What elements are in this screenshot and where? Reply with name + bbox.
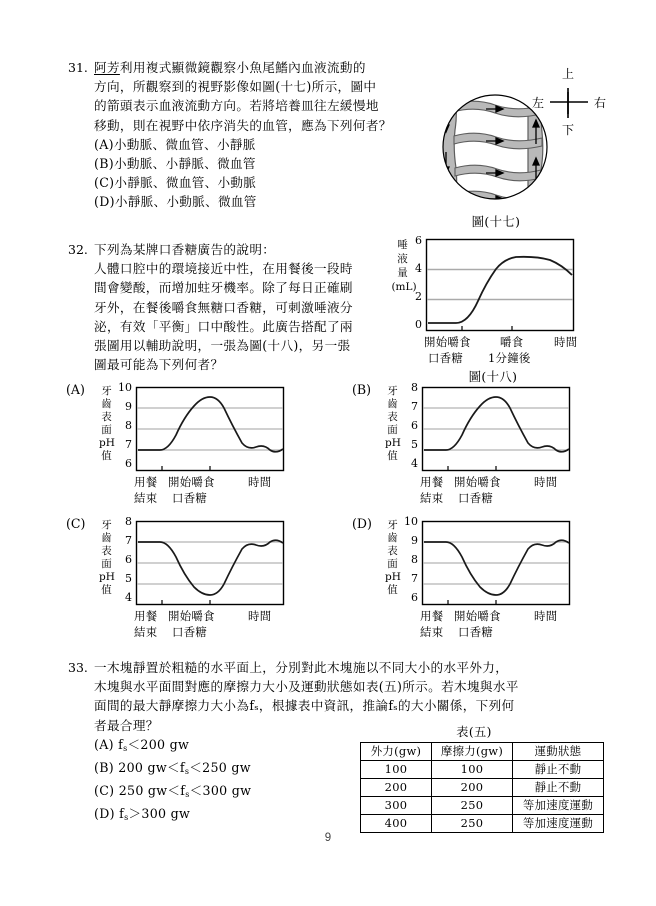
cell-friction: 250 [432, 797, 513, 815]
fig18-ylabel-1: 唾 [397, 239, 408, 251]
fig18-xlabel-1a: 開始嚼食 [424, 335, 471, 349]
underlined-name: 阿芳 [94, 60, 120, 75]
page-number: 9 [324, 832, 332, 844]
optC-plot [136, 521, 284, 605]
optB-ytick-6: 6 [411, 419, 418, 432]
option-b-letter: (B) [352, 382, 372, 397]
question-33-stem-line-2: 木塊與水平面間對應的摩擦力大小及運動狀態如表(五)所示。若木塊與水平 [94, 679, 519, 695]
optD-xlabel-1a: 用餐 [420, 609, 444, 623]
question-31-option-c[interactable]: (C)小靜脈、微血管、小動脈 [94, 175, 257, 191]
optD-ylabel-6: 值 [387, 584, 398, 596]
question-31-option-b[interactable]: (B)小動脈、小靜脈、微血管 [94, 156, 256, 172]
optA-ytick-7: 7 [125, 438, 132, 451]
question-31 [68, 58, 398, 212]
table-row [361, 797, 604, 815]
fig18-xlabel-2b: 1分鐘後 [488, 351, 531, 365]
figure-17-drawing [440, 52, 625, 227]
optA-ytick-8: 8 [125, 419, 132, 432]
question-32-stem-line-4: 牙外，在餐後嚼食無糖口香糖，可刺激唾液分 [94, 299, 353, 315]
question-31-body [94, 58, 392, 212]
optA-plot [136, 387, 284, 471]
option-c-letter: (C) [66, 516, 86, 531]
compass-right-label: 右 [593, 96, 607, 110]
option-chart-c[interactable] [66, 514, 366, 639]
question-33-number: 33. [68, 660, 88, 675]
figure-18-caption: 圖(十八) [468, 369, 518, 384]
fig18-xlabel-time: 時間 [554, 335, 578, 349]
option-a-letter: (A) [66, 382, 85, 397]
question-31-stem-line-1 [94, 58, 392, 77]
fig18-xlabel-2a: 嚼食 [500, 335, 524, 349]
optC-curve [138, 540, 283, 595]
optB-ylabel-4: 面 [387, 424, 398, 436]
arteriole-left [438, 92, 457, 204]
optD-ytick-8: 8 [411, 553, 418, 566]
optD-ytick-7: 7 [411, 572, 418, 585]
optB-ytick-4: 4 [411, 457, 418, 470]
question-33-stem-line-3: 面間的最大靜摩擦力大小為fₛ，根據表中資訊，推論fₛ的大小關係，下列何 [94, 698, 515, 714]
cell-friction: 250 [432, 815, 513, 833]
optB-xlabel-2b: 口香糖 [458, 491, 494, 505]
optD-ylabel-4: 面 [387, 558, 398, 570]
compass-left-label: 左 [531, 96, 545, 110]
optA-ylabel-6: 值 [101, 450, 112, 462]
optB-ylabel-2: 齒 [387, 398, 398, 410]
optB-ylabel-1: 牙 [387, 385, 398, 397]
table-5-caption: 表(五) [456, 725, 492, 739]
optC-ylabel-4: 面 [101, 558, 112, 570]
optB-ylabel-3: 表 [387, 411, 398, 423]
option-chart-a[interactable] [66, 380, 366, 505]
optC-ylabel-3: 表 [101, 545, 112, 557]
fig18-curve [428, 257, 572, 323]
optB-ylabel-5: pH [385, 437, 401, 449]
cell-state: 靜止不動 [513, 779, 604, 797]
option-chart-b[interactable] [352, 380, 652, 505]
question-32 [68, 240, 398, 374]
optD-curve [424, 540, 569, 595]
option-c-marker: (C) [94, 783, 115, 799]
table-row [361, 761, 604, 779]
option-d-subscript: s [124, 813, 129, 823]
optC-xlabel-1a: 用餐 [134, 609, 158, 623]
option-b-marker: (B) [94, 760, 114, 776]
optA-xlabel-time: 時間 [248, 475, 272, 489]
option-a-marker: (A) [94, 736, 114, 752]
cell-state: 等加速度運動 [513, 815, 604, 833]
stem-text: 利用複式顯微鏡觀察小魚尾鰭內血液流動的 [119, 60, 366, 75]
optC-ylabel-6: 值 [101, 584, 112, 596]
compass-down-label: 下 [561, 123, 575, 137]
option-d-letter: (D) [352, 516, 372, 531]
optD-ylabel-5: pH [385, 571, 401, 583]
optC-xlabel-1b: 結束 [134, 625, 158, 639]
figure-17-caption: 圖(十七) [471, 214, 521, 229]
optC-xlabel-2a: 開始嚼食 [168, 609, 215, 623]
optB-curve [424, 397, 569, 452]
optA-ytick-10: 10 [118, 381, 132, 394]
optA-xlabel-1a: 用餐 [134, 475, 158, 489]
optA-ylabel-2: 齒 [101, 398, 112, 410]
optA-curve [138, 397, 283, 452]
table-row [361, 779, 604, 797]
compass-rose [550, 88, 588, 118]
optC-xlabel-2b: 口香糖 [172, 625, 208, 639]
optB-xlabel-1b: 結束 [420, 491, 444, 505]
optD-ylabel-1: 牙 [387, 519, 398, 531]
question-33-stem-line-4: 者最合理？ [94, 717, 159, 733]
fig18-ytick-4: 4 [415, 262, 422, 275]
cell-friction: 100 [432, 761, 513, 779]
optD-plot [422, 521, 570, 605]
optA-xlabel-2b: 口香糖 [172, 491, 208, 505]
optB-plot [422, 387, 570, 471]
optA-ylabel-1: 牙 [101, 385, 112, 397]
table-5 [360, 742, 604, 833]
fig18-plot [426, 239, 574, 331]
optB-ytick-7: 7 [411, 400, 418, 413]
option-a-subscript: s [123, 743, 128, 753]
question-33-stem-line-1: 一木塊靜置於粗糙的水平面上，分別對此木塊施以不同大小的水平外力， [94, 660, 509, 675]
optD-xlabel-2a: 開始嚼食 [454, 609, 501, 623]
optA-xlabel-2a: 開始嚼食 [168, 475, 215, 489]
optB-ytick-5: 5 [411, 438, 418, 451]
vessel-network [438, 92, 544, 207]
optA-xlabel-1b: 結束 [134, 491, 158, 505]
optB-ylabel-6: 值 [387, 450, 398, 462]
optD-xlabel-1b: 結束 [420, 625, 444, 639]
flow-arrows [443, 106, 539, 202]
fig18-ytick-2: 2 [415, 290, 422, 303]
optD-ylabel-3: 表 [387, 545, 398, 557]
optD-xlabel-time: 時間 [534, 609, 558, 623]
optC-ylabel-2: 齒 [101, 532, 112, 544]
cell-state: 等加速度運動 [513, 797, 604, 815]
table-header-motion-state: 運動狀態 [513, 743, 604, 761]
fig18-ylabel-4: (mL) [391, 281, 417, 293]
option-c-text: 250 gw＜f [118, 783, 186, 799]
fig18-ylabel-3: 量 [397, 267, 408, 279]
cell-force: 100 [361, 761, 432, 779]
optD-ytick-9: 9 [411, 534, 418, 547]
option-d-text: f [119, 806, 125, 822]
optC-ylabel-1: 牙 [101, 519, 112, 531]
optB-xlabel-time: 時間 [534, 475, 558, 489]
option-b-tail: ＜250 gw [189, 760, 251, 776]
question-32-stem-line-5: 泌，有效「平衡」口中酸性。此廣告搭配了兩 [94, 318, 353, 334]
compass-up-label: 上 [561, 67, 575, 81]
optA-ylabel-3: 表 [101, 411, 112, 423]
figure-17 [440, 52, 625, 227]
optC-ytick-7: 7 [125, 534, 132, 547]
figure-18-saliva-chart [391, 234, 631, 386]
optB-xlabel-2a: 開始嚼食 [454, 475, 501, 489]
optD-xlabel-2b: 口香糖 [458, 625, 494, 639]
question-32-stem-line-7: 圖最可能為下列何者？ [94, 357, 224, 373]
question-32-stem-line-6: 張圖用以輔助說明，一張為圖(十八)，另一張 [94, 338, 351, 354]
question-31-stem-line-2: 方向，所觀察到的視野影像如圖(十七)所示，圖中 [94, 79, 377, 95]
optA-ylabel-5: pH [99, 437, 115, 449]
optC-ytick-6: 6 [125, 553, 132, 566]
question-31-option-a[interactable]: (A)小動脈、微血管、小靜脈 [94, 136, 256, 152]
fig18-ytick-0: 0 [415, 318, 422, 331]
option-a-text: f [118, 736, 124, 752]
optC-ytick-4: 4 [125, 591, 132, 604]
question-31-stem-line-3: 的箭頭表示血液流動方向。若將培養皿往左緩慢地 [94, 98, 379, 114]
optA-ylabel-4: 面 [101, 424, 112, 436]
cell-state: 靜止不動 [513, 761, 604, 779]
option-b-subscript: s [184, 767, 190, 777]
question-32-body [94, 240, 353, 374]
optA-ytick-6: 6 [125, 457, 132, 470]
optC-ylabel-5: pH [99, 571, 115, 583]
optC-ytick-8: 8 [125, 515, 132, 528]
question-32-stem-line-3: 間會變酸，而增加蛀牙機率。除了每日正確刷 [94, 280, 353, 296]
option-chart-d[interactable] [352, 514, 652, 639]
fig18-ytick-6: 6 [415, 234, 422, 247]
optD-ytick-6: 6 [411, 591, 418, 604]
question-31-stem-line-4: 移動，則在視野中依序消失的血管，應為下列何者？ [94, 117, 392, 133]
table-row [361, 815, 604, 833]
question-32-stem-line-2: 人體口腔中的環境接近中性，在用餐後一段時 [94, 261, 353, 277]
question-31-number: 31. [68, 60, 88, 75]
optD-ytick-10: 10 [404, 515, 418, 528]
cell-force: 400 [361, 815, 432, 833]
question-32-number: 32. [68, 242, 88, 257]
cell-force: 300 [361, 797, 432, 815]
question-31-option-d[interactable]: (D)小靜脈、小動脈、微血管 [94, 194, 257, 210]
question-32-stem-line-1: 下列為某牌口香糖廣告的說明： [94, 242, 276, 257]
optC-xlabel-time: 時間 [248, 609, 272, 623]
option-d-marker: (D) [94, 806, 115, 822]
optB-ytick-8: 8 [411, 381, 418, 394]
table-header-external-force: 外力(gw) [361, 743, 432, 761]
fig18-xlabel-1b: 口香糖 [428, 351, 464, 365]
fig18-ylabel-2: 液 [397, 253, 408, 265]
optC-ytick-5: 5 [125, 572, 132, 585]
option-a-tail: ＜200 gw [127, 736, 190, 752]
option-c-tail: ＜300 gw [189, 783, 252, 799]
fig18-frame [427, 240, 574, 331]
table-header-row [361, 743, 604, 761]
optA-ytick-9: 9 [125, 400, 132, 413]
option-b-text: 200 gw＜f [118, 760, 185, 776]
option-d-tail: ＞300 gw [128, 806, 191, 822]
optB-xlabel-1a: 用餐 [420, 475, 444, 489]
option-c-subscript: s [185, 790, 190, 800]
cell-friction: 200 [432, 779, 513, 797]
table-header-friction: 摩擦力(gw) [432, 743, 513, 761]
optD-ylabel-2: 齒 [387, 532, 398, 544]
cell-force: 200 [361, 779, 432, 797]
